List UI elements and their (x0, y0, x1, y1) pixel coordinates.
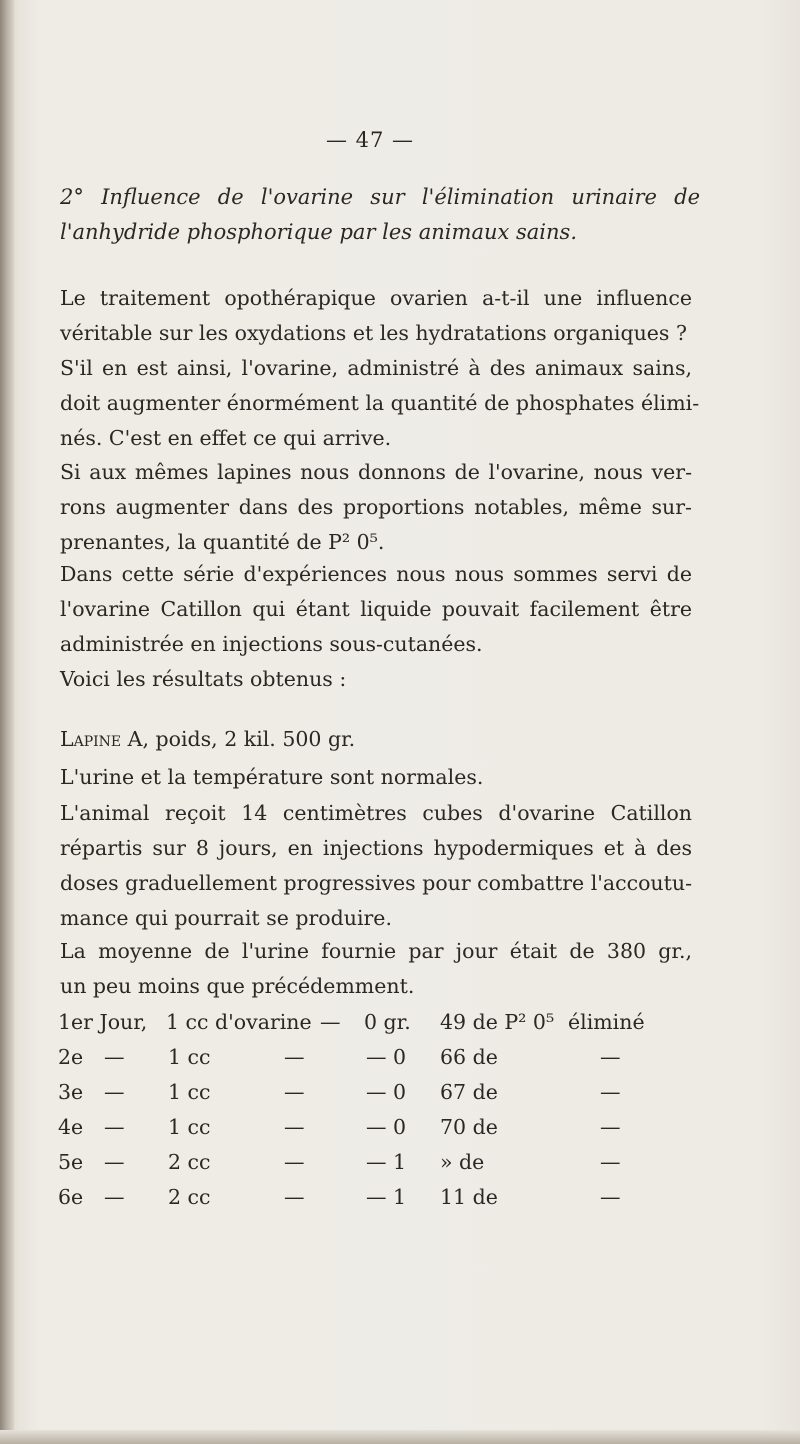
paragraph-1-line-2: véritable sur les oxydations et les hydratations organiques ? (60, 321, 687, 345)
dose-value: 67 de (440, 1080, 498, 1104)
paragraph-5 (60, 662, 692, 697)
dose-ditto: — (600, 1080, 621, 1104)
paragraph-7-line-3: doses graduellement progressives pour combattre l'accoutu- (60, 871, 692, 895)
page-number: — 47 — (325, 128, 415, 152)
dose-row (58, 1010, 698, 1045)
dose-ditto: — (284, 1150, 305, 1174)
paragraph-4-line-3: administrée en injections sous-cutanées. (60, 632, 483, 656)
paragraph-7-line-1: L'animal reçoit 14 centimètres cubes d'ovarine Catillon (60, 801, 692, 825)
paragraph-4-line-2: l'ovarine Catillon qui étant liquide pouvait facilement être (60, 597, 692, 621)
paragraph-7-line-4: mance qui pourrait se produire. (60, 906, 392, 930)
dose-ditto: — (104, 1185, 125, 1209)
dose-row (58, 1080, 698, 1115)
dose-grams: — 0 (366, 1045, 407, 1069)
dose-day: 1er Jour, (58, 1010, 148, 1034)
dose-ditto: — (284, 1185, 305, 1209)
dose-ditto: — (600, 1115, 621, 1139)
dose-amount: 1 cc (168, 1045, 211, 1069)
paragraph-2-line-1: S'il en est ainsi, l'ovarine, administré à des animaux sains, (60, 356, 692, 380)
paragraph-6-line-1: L'urine et la température sont normales. (60, 765, 484, 789)
dose-row (58, 1045, 698, 1080)
dose-row (58, 1185, 698, 1220)
heading-line-1: 2° Influence de l'ovarine sur l'élimination urinaire de (60, 185, 700, 209)
paragraph-2-line-2: doit augmenter énormément la quantité de phosphates élimi- (60, 391, 700, 415)
dose-ditto: — (104, 1045, 125, 1069)
paragraph-8 (60, 934, 692, 1004)
dose-grams: — 0 (366, 1080, 407, 1104)
page-bottom-edge (0, 1430, 800, 1444)
dose-ditto: — (104, 1080, 125, 1104)
dose-amount: 2 cc (168, 1185, 211, 1209)
dose-value: 49 de P² 0⁵ (440, 1010, 555, 1034)
paragraph-2-line-3: nés. C'est en effet ce qui arrive. (60, 426, 392, 450)
dose-separator: — (320, 1010, 341, 1034)
dose-eliminated: éliminé (568, 1010, 645, 1034)
paragraph-8-line-1: La moyenne de l'urine fournie par jour était de 380 gr., (60, 939, 692, 963)
paragraph-3 (60, 455, 692, 560)
dose-ditto: — (284, 1080, 305, 1104)
dose-day: 5e (58, 1150, 84, 1174)
paragraph-8-line-2: un peu moins que précédemment. (60, 974, 415, 998)
paragraph-3-line-1: Si aux mêmes lapines nous donnons de l'ovarine, nous ver- (60, 460, 692, 484)
lapine-line (60, 722, 692, 757)
paragraph-5-line-1: Voici les résultats obtenus : (60, 667, 347, 691)
dose-grams: 0 gr. (364, 1010, 411, 1034)
paragraph-4 (60, 557, 692, 662)
dose-amount: 1 cc d'ovarine (166, 1010, 312, 1034)
paragraph-1 (60, 281, 692, 351)
dose-value: 70 de (440, 1115, 498, 1139)
dose-amount: 2 cc (168, 1150, 211, 1174)
dose-day: 2e (58, 1045, 84, 1069)
dose-ditto: — (600, 1150, 621, 1174)
paragraph-2 (60, 351, 700, 456)
dose-row (58, 1115, 698, 1150)
dose-ditto: — (104, 1150, 125, 1174)
book-binding-edge (0, 0, 14, 1444)
paragraph-7-line-2: répartis sur 8 jours, en injections hypodermiques et à des (60, 836, 692, 860)
dose-day: 4e (58, 1115, 84, 1139)
section-heading (60, 180, 700, 250)
dose-grams: — 1 (366, 1185, 407, 1209)
dose-value: 11 de (440, 1185, 498, 1209)
dose-row (58, 1150, 698, 1185)
dose-table (58, 1010, 698, 1220)
paragraph-4-line-1: Dans cette série d'expériences nous nous sommes servi de (60, 562, 692, 586)
dose-ditto: — (284, 1045, 305, 1069)
dose-grams: — 1 (366, 1150, 407, 1174)
paragraph-3-line-3: prenantes, la quantité de P² 0⁵. (60, 530, 385, 554)
dose-grams: — 0 (366, 1115, 407, 1139)
paragraph-6 (60, 760, 692, 795)
dose-amount: 1 cc (168, 1080, 211, 1104)
paragraph-7 (60, 796, 692, 936)
lapine-details: A, poids, 2 kil. 500 gr. (121, 727, 356, 751)
lapine-label: Lapine (60, 727, 122, 751)
dose-ditto: — (600, 1045, 621, 1069)
dose-ditto: — (284, 1115, 305, 1139)
dose-day: 6e (58, 1185, 84, 1209)
paragraph-3-line-2: rons augmenter dans des proportions notables, même sur- (60, 495, 692, 519)
dose-value: 66 de (440, 1045, 498, 1069)
dose-ditto: — (600, 1185, 621, 1209)
dose-amount: 1 cc (168, 1115, 211, 1139)
heading-line-2: l'anhydride phosphorique par les animaux sains. (60, 220, 577, 244)
dose-value: » de (440, 1150, 485, 1174)
paragraph-1-line-1: Le traitement opothérapique ovarien a-t-il une influence (60, 286, 692, 310)
dose-day: 3e (58, 1080, 84, 1104)
dose-ditto: — (104, 1115, 125, 1139)
